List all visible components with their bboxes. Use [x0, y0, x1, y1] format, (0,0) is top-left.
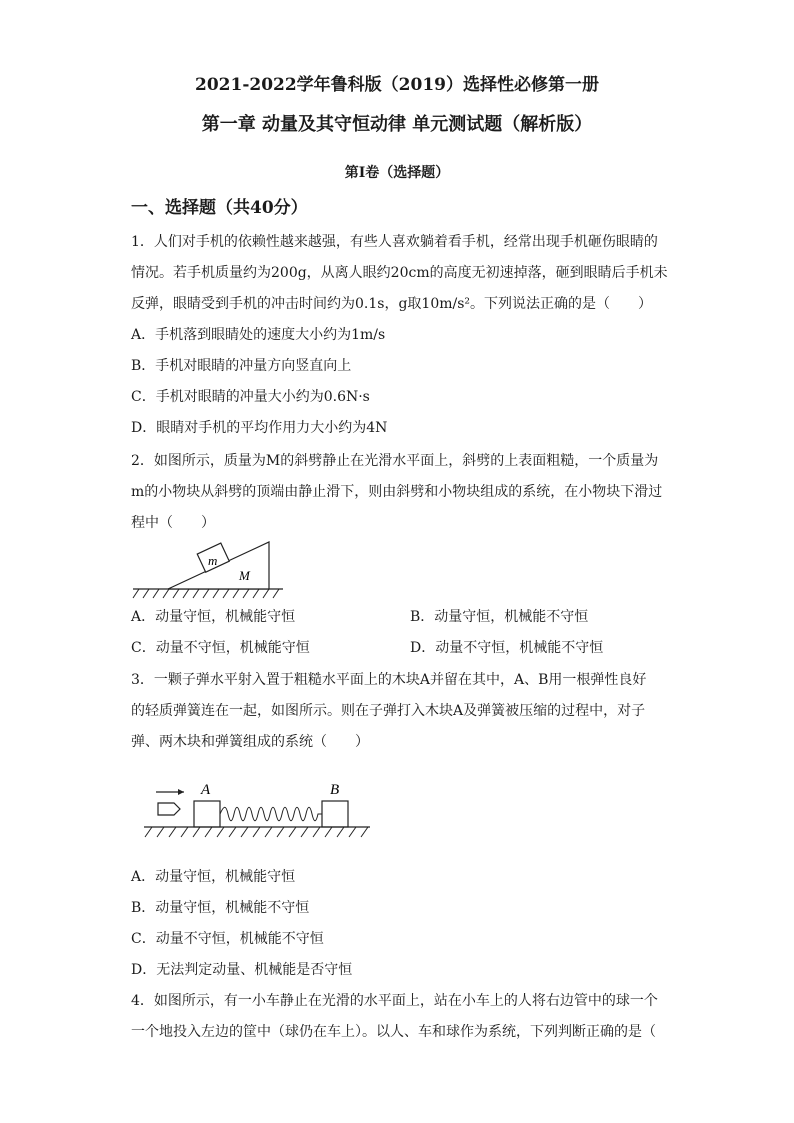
- q2-stem-line-1: 2．如图所示，质量为M的斜劈静止在光滑水平面上，斜劈的上表面粗糙，一个质量为: [131, 453, 659, 469]
- q2-option-d: D．动量不守恒，机械能不守恒: [410, 640, 604, 656]
- incline-figure: [131, 534, 291, 606]
- q3-option-d: D．无法判定动量、机械能是否守恒: [131, 962, 353, 978]
- q1-option-b: B．手机对眼睛的冲量方向竖直向上: [131, 358, 352, 374]
- q2-stem-line-2: m的小物块从斜劈的顶端由静止滑下，则由斜劈和小物块组成的系统，在小物块下滑过: [131, 484, 663, 500]
- q1-stem-line-2: 情况。若手机质量约为200g，从离人眼约20cm的高度无初速掉落，砸到眼睛后手机未: [131, 265, 668, 281]
- q1-option-d: D．眼睛对手机的平均作用力大小约为4N: [131, 420, 388, 436]
- block-a: [194, 801, 220, 827]
- spring-figure: [140, 775, 376, 847]
- q3-option-a: A．动量守恒，机械能守恒: [131, 869, 296, 885]
- q3-stem-line-1: 3．一颗子弹水平射入置于粗糙水平面上的木块A并留在其中，A、B用一根弹性良好: [131, 672, 647, 688]
- q3-stem-line-2: 的轻质弹簧连在一起，如图所示。则在子弹打入木块A及弹簧被压缩的过程中，对子: [131, 703, 646, 719]
- q2-option-c: C．动量不守恒，机械能守恒: [131, 640, 310, 656]
- block-b: [322, 801, 348, 827]
- q1-stem-line-3: 反弹，眼睛受到手机的冲击时间约为0.1s，g取10m/s²。下列说法正确的是（ ）: [131, 296, 653, 312]
- chapter-title: 第一章 动量及其守恒动律 单元测试题（解析版）: [201, 114, 593, 135]
- q3-stem-line-3: 弹、两木块和弹簧组成的系统（ ）: [131, 734, 369, 750]
- q2-option-a: A．动量守恒，机械能守恒: [131, 609, 296, 625]
- q4-stem-line-2: 一个地投入左边的筐中（球仍在车上）。以人、车和球作为系统，下列判断正确的是（: [131, 1024, 656, 1040]
- document-title: 2021-2022学年鲁科版（2019）选择性必修第一册: [195, 75, 599, 95]
- wedge-label: M: [239, 568, 250, 583]
- q3-option-c: C．动量不守恒，机械能不守恒: [131, 931, 324, 947]
- bullet: [158, 803, 180, 815]
- q1-option-a: A．手机落到眼睛处的速度大小约为1m/s: [131, 327, 386, 343]
- block-label: m: [208, 553, 218, 568]
- volume-heading: 第Ⅰ卷（选择题）: [344, 165, 450, 181]
- q1-stem-line-1: 1．人们对手机的依赖性越来越强，有些人喜欢躺着看手机，经常出现手机砸伤眼睛的: [131, 234, 658, 250]
- spring: [220, 807, 322, 821]
- q2-option-b: B．动量守恒，机械能不守恒: [410, 609, 589, 625]
- q4-stem-line-1: 4．如图所示，有一小车静止在光滑的水平面上，站在小车上的人将右边管中的球一个: [131, 993, 658, 1009]
- q1-option-c: C．手机对眼睛的冲量大小约为0.6N·s: [131, 389, 370, 405]
- q2-stem-line-3: 程中（ ）: [131, 515, 215, 531]
- block-b-label: B: [330, 782, 340, 798]
- section-heading: 一、选择题（共40分）: [131, 198, 308, 218]
- block-a-label: A: [201, 782, 211, 798]
- q3-option-b: B．动量守恒，机械能不守恒: [131, 900, 310, 916]
